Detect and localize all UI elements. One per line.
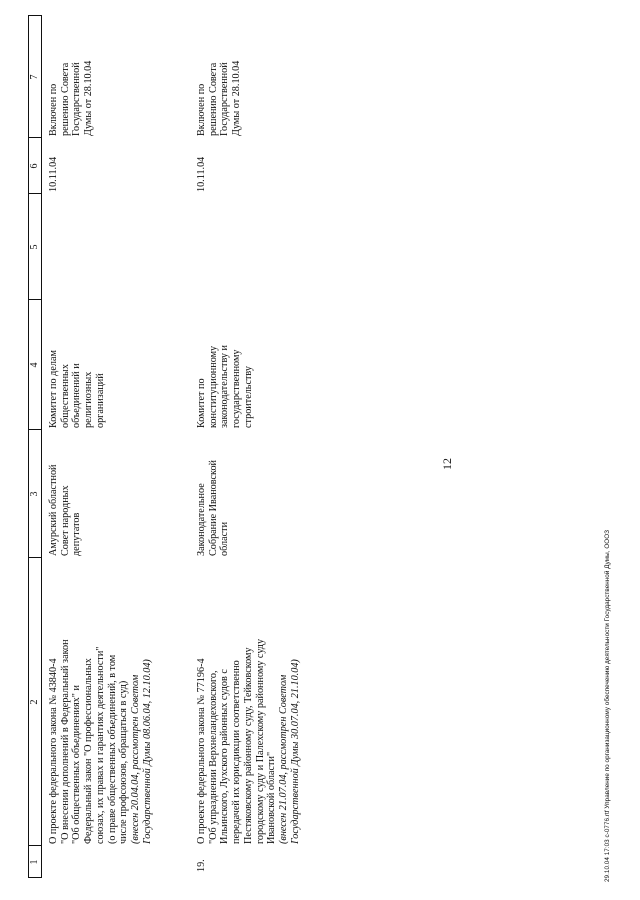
header-col-1: 1 — [29, 859, 40, 865]
decision-line: Государственной — [219, 62, 231, 136]
row-1-initiator — [48, 464, 83, 556]
bill-line: "О внесении дополнений в Федеральный закон — [59, 639, 71, 844]
page-number: 12 — [440, 458, 454, 470]
bill-line: Ильинского, Лухского районных судов с — [219, 669, 231, 844]
header-col-2: 2 — [29, 699, 40, 705]
initiator-line: Собрание Ивановской — [207, 459, 219, 556]
bill-line: О проекте федерального закона № 77196-4 — [196, 658, 207, 844]
committee-line: общественных — [59, 364, 71, 428]
bill-line-note: (внесен 21.07.04, рассмотрен Советом — [277, 674, 289, 844]
committee-line: Комитет по делам — [48, 350, 59, 428]
row-2-number: 19. — [196, 859, 207, 872]
decision-line: решению Совета — [207, 62, 219, 136]
document-footer: 29.10.04 17:03 c-0776.rtf Управление по организационному обеспечению деятельности Государственной Думы, ОООЗ — [604, 529, 611, 882]
row-2-bill-text — [196, 639, 301, 844]
bill-line: "Об общественных объединениях" и — [71, 685, 83, 844]
row-2-initiator — [196, 460, 231, 556]
decision-line: Думы от 28.10.04 — [83, 60, 95, 136]
bill-line: Пестяковскому районному суду, Тейковскому — [242, 647, 254, 844]
bill-line-note: (внесен 20.04.04, рассмотрен Советом — [129, 674, 141, 844]
row-1-decision — [48, 61, 95, 136]
header-col-4: 4 — [29, 362, 40, 368]
decision-line: Думы от 28.10.04 — [231, 60, 243, 136]
bill-line: О проекте федерального закона № 43840-4 — [48, 658, 59, 844]
committee-line: объединений и — [71, 363, 83, 428]
header-col-7: 7 — [29, 74, 40, 80]
bill-line: Ивановской области" — [266, 751, 278, 844]
initiator-line: области — [219, 521, 231, 556]
row-1-bill-text — [48, 639, 153, 844]
decision-line: Включен по — [196, 83, 207, 136]
header-col-3: 3 — [29, 491, 40, 497]
committee-line: конституционному — [207, 345, 219, 428]
initiator-line: депутатов — [71, 512, 83, 556]
row-2-date: 10.11.04 — [196, 156, 207, 192]
initiator-line: Амурский областной — [48, 464, 59, 556]
committee-line: государственному — [231, 349, 243, 428]
committee-line: законодательству и — [219, 345, 231, 428]
decision-line: Включен по — [48, 83, 59, 136]
bill-line: (о праве общественных объединений, в том — [106, 654, 118, 844]
row-1-date: 10.11.04 — [48, 156, 59, 192]
decision-line: решению Совета — [59, 62, 71, 136]
bill-line: городскому суду и Палехскому районному суду — [254, 638, 266, 844]
committee-line: организаций — [94, 373, 106, 428]
bill-line: Федеральный закон "О профессиональных — [83, 658, 95, 844]
committee-line: религиозных — [83, 371, 95, 428]
bill-line-note: Государственной Думы 30.07.04, 21.10.04) — [289, 659, 301, 844]
row-2-committee — [196, 345, 255, 428]
initiator-line: Законодательное — [196, 483, 207, 556]
row-1-committee — [48, 350, 107, 428]
initiator-line: Совет народных — [59, 485, 71, 556]
bill-line: союзах, их правах и гарантиях деятельности" — [94, 646, 106, 844]
bill-line: числе профсоюзов, обращаться в суд) — [118, 680, 130, 844]
header-col-6: 6 — [29, 163, 40, 169]
row-2-decision — [196, 61, 243, 136]
decision-line: Государственной — [71, 62, 83, 136]
bill-line: передачей их юрисдикции соответственно — [231, 660, 243, 844]
committee-line: Комитет по — [196, 378, 207, 428]
bill-line-note: Государственной Думы 08.06.04, 12.10.04) — [141, 659, 153, 844]
bill-line: "Об упразднении Верхнеландеховского, — [207, 670, 219, 844]
committee-line: строительству — [242, 366, 254, 428]
header-col-5: 5 — [29, 244, 40, 250]
